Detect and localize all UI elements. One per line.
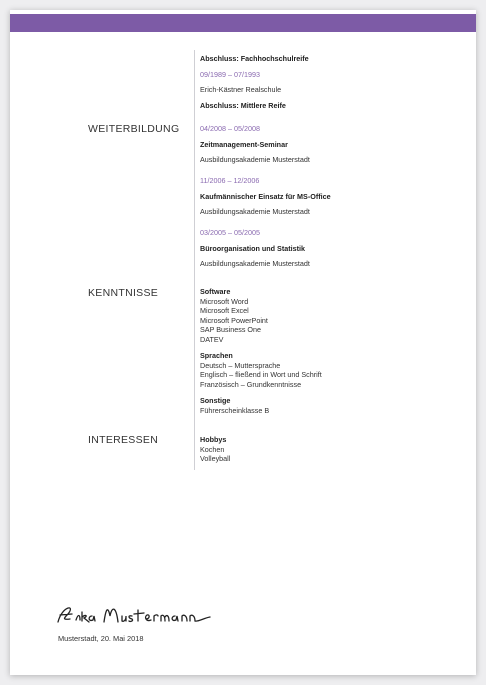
column-divider: [194, 50, 195, 470]
entry-place: Ausbildungsakademie Musterstadt: [200, 207, 310, 216]
entry-date: 03/2005 – 05/2005: [200, 228, 260, 237]
entry-title: Kaufmännischer Einsatz für MS-Office: [200, 191, 331, 201]
list-item: Volleyball: [200, 454, 231, 463]
skill-group-sprachen: [200, 351, 460, 389]
list-item: Microsoft Excel: [200, 306, 249, 315]
entry-date: 11/2006 – 12/2006: [200, 176, 260, 185]
accent-bar: [10, 14, 476, 32]
kenntnisse-section: [200, 287, 460, 422]
entry-date: 04/2008 – 05/2008: [200, 124, 260, 133]
schule-abschluss-1: Abschluss: Fachhochschulreife: [200, 54, 309, 63]
skill-group-title: Sprachen: [200, 351, 233, 360]
entry-place: Ausbildungsakademie Musterstadt: [200, 259, 310, 268]
weiterbildung-entry: [200, 124, 460, 176]
entry-title: Zeitmanagement-Seminar: [200, 139, 288, 149]
skill-group-title: Sonstige: [200, 396, 231, 405]
list-item: DATEV: [200, 334, 224, 344]
skill-group-sonstige: [200, 396, 460, 415]
skill-group-software: [200, 287, 460, 344]
list-item: Französisch – Grundkenntnisse: [200, 379, 302, 389]
cv-page: [10, 10, 476, 675]
place-date: Musterstadt, 20. Mai 2018: [58, 634, 144, 643]
list-item: Kochen: [200, 444, 225, 454]
section-label-interessen: INTERESSEN: [88, 434, 159, 446]
weiterbildung-section: [200, 124, 460, 275]
weiterbildung-entry: [200, 176, 460, 228]
handwritten-signature: [54, 600, 214, 632]
schule-abschluss-2: Abschluss: Mittlere Reife: [200, 100, 286, 110]
list-item: Führerscheinklasse B: [200, 405, 270, 415]
skill-group-title: Software: [200, 287, 231, 296]
entry-place: Ausbildungsakademie Musterstadt: [200, 155, 310, 164]
schule-name: Erich-Kästner Realschule: [200, 85, 282, 94]
schulbildung-section: [200, 54, 460, 116]
section-label-kenntnisse: KENNTNISSE: [88, 287, 159, 299]
hobbys-title: Hobbys: [200, 435, 227, 444]
weiterbildung-entry: [200, 228, 460, 269]
list-item: Microsoft Word: [200, 296, 249, 306]
entry-title: Büroorganisation und Statistik: [200, 243, 306, 253]
list-item: Englisch – fließend in Wort und Schrift: [200, 370, 322, 379]
schule-date: 09/1989 – 07/1993: [200, 69, 260, 79]
interessen-section: [200, 435, 460, 464]
section-label-weiterbildung: WEITERBILDUNG: [88, 123, 180, 135]
list-item: SAP Business One: [200, 325, 261, 334]
list-item: Deutsch – Muttersprache: [200, 360, 281, 370]
list-item: Microsoft PowerPoint: [200, 315, 268, 325]
